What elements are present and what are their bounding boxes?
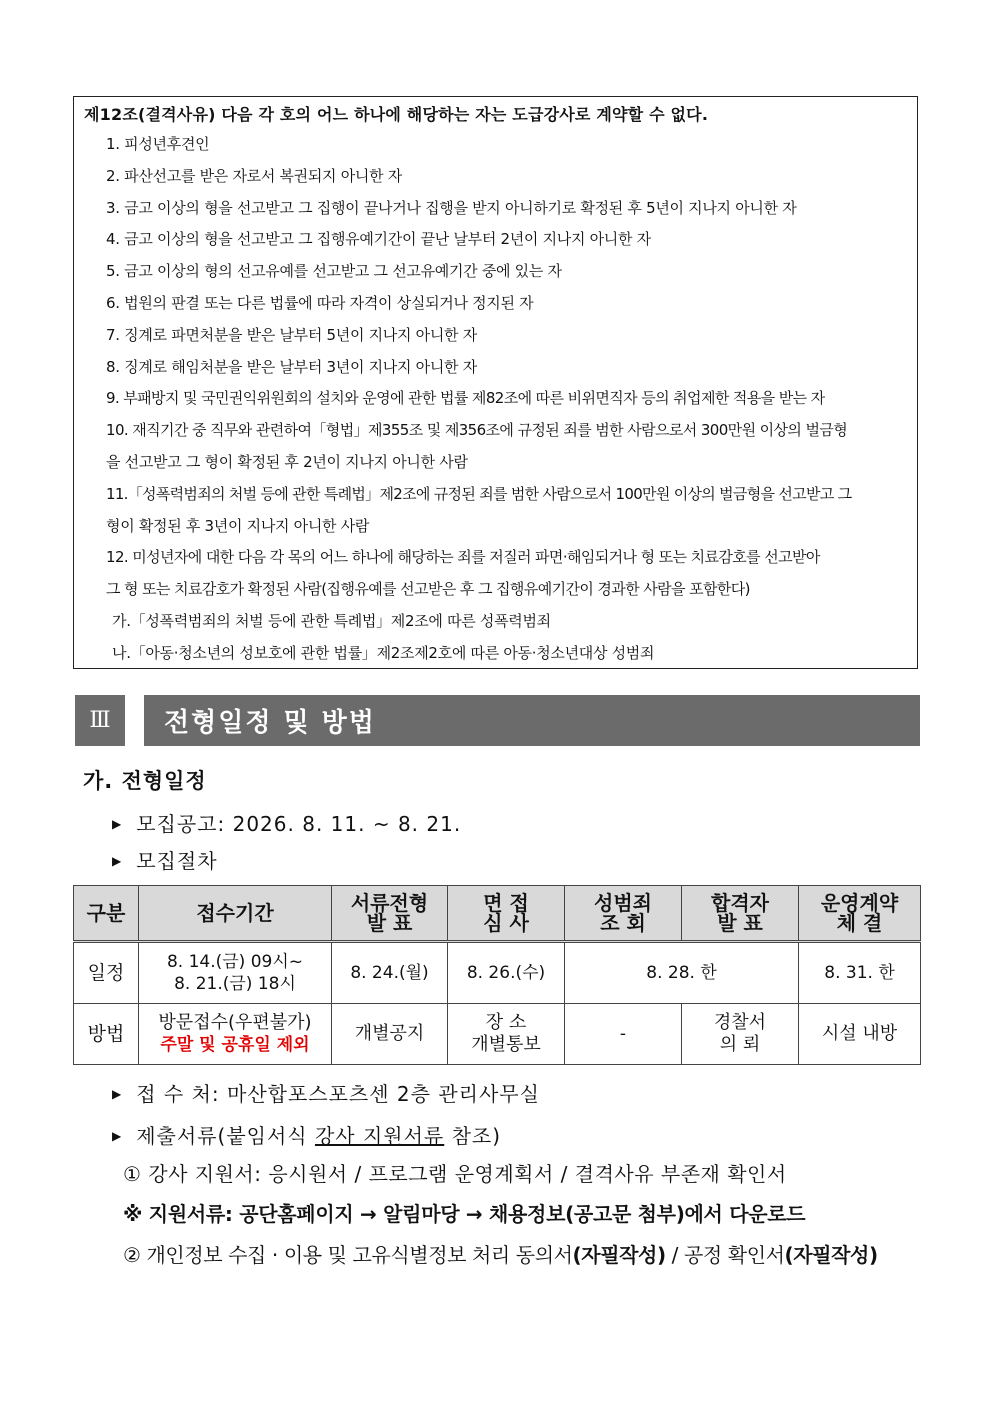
table-cell: 8. 26.(수) (448, 942, 565, 1003)
article-item: 5. 금고 이상의 형의 선고유예를 선고받고 그 선고유예기간 중에 있는 자 (106, 262, 562, 281)
section-number: Ⅲ (75, 695, 125, 746)
article-box (73, 96, 918, 669)
header-cell: 합격자 발 표 (682, 886, 799, 942)
schedule-table (73, 885, 921, 1065)
article-item-12na: 나.「아동·청소년의 성보호에 관한 법률」제2조제2호에 따른 아동·청소년대상 성범죄 (112, 643, 655, 662)
article-item-12b: 그 형 또는 치료감호가 확정된 사람(집행유예를 선고받은 후 그 집행유예기간이 경과한 사람을 포함한다) (106, 580, 750, 599)
docs-note: ※ 지원서류: 공단홈페이지 → 알림마당 → 채용정보(공고문 첨부)에서 다운로드 (123, 1202, 806, 1226)
header-cell: 면 접 심 사 (448, 886, 565, 942)
table-cell: 8. 28. 한 (565, 942, 799, 1003)
bullet-submission-docs: ▶ 제출서류(붙임서식 강사 지원서류 참조) (112, 1124, 502, 1148)
table-cell: - (565, 1003, 682, 1064)
article-item: 9. 부패방지 및 국민권익위원회의 설치와 운영에 관한 법률 제82조에 따른 비위면직자 등의 취업제한 적용을 받는 자 (106, 389, 825, 408)
triangle-bullet-icon: ▶ (112, 854, 123, 868)
table-cell: 8. 31. 한 (799, 942, 921, 1003)
bullet-recruit-notice: ▶ 모집공고: 2026. 8. 11. ~ 8. 21. (112, 812, 462, 836)
header-cell: 서류전형 발 표 (332, 886, 448, 942)
triangle-bullet-icon: ▶ (112, 1129, 123, 1143)
header-cell: 운영계약 체 결 (799, 886, 921, 942)
bullet-reception-place: ▶ 접 수 처: 마산합포스포츠센 2층 관리사무실 (112, 1082, 540, 1106)
article-item-10a: 10. 재직기간 중 직무와 관련하여「형법」제355조 및 제356조에 규정된 죄를 범한 사람으로서 300만원 이상의 벌금형 (106, 421, 848, 440)
article-item: 1. 피성년후견인 (106, 135, 210, 153)
article-item: 3. 금고 이상의 형을 선고받고 그 집행이 끝나거나 집행을 받지 아니하기로 확정된 후 5년이 지나지 아니한 자 (106, 198, 797, 217)
article-item-12a: 12. 미성년자에 대한 다음 각 목의 어느 하나에 해당하는 죄를 저질러 파면·해임되거나 형 또는 치료감호를 선고받아 (106, 548, 820, 567)
table-row (74, 942, 921, 1003)
article-item-12ga: 가.「성폭력범죄의 처벌 등에 관한 특례법」제2조에 따른 성폭력범죄 (112, 611, 551, 630)
docs-item-1: ① 강사 지원서: 응시원서 / 프로그램 운영계획서 / 결격사유 부존재 확인서 (123, 1162, 787, 1186)
table-row (74, 1003, 921, 1064)
table-cell: 8. 24.(월) (332, 942, 448, 1003)
article-item: 6. 법원의 판결 또는 다른 법률에 따라 자격이 상실되거나 정지된 자 (106, 293, 534, 312)
row-label: 방법 (74, 1003, 139, 1064)
subheading: 가. 전형일정 (83, 769, 207, 793)
table-cell: 시설 내방 (799, 1003, 921, 1064)
docs-item-2: ② 개인정보 수집 · 이용 및 고유식별정보 처리 동의서(자필작성) / 공정 확인서(자필작성) (123, 1243, 878, 1267)
article-item: 8. 징계로 해임처분을 받은 날부터 3년이 지나지 아니한 자 (106, 357, 477, 376)
docs-reference: 강사 지원서류 (314, 1124, 445, 1148)
triangle-bullet-icon: ▶ (112, 817, 123, 831)
article-item: 4. 금고 이상의 형을 선고받고 그 집행유예기간이 끝난 날부터 2년이 지나지 아니한 자 (106, 230, 651, 249)
triangle-bullet-icon: ▶ (112, 1087, 123, 1101)
table-cell: 장 소 개별통보 (448, 1003, 565, 1064)
row-label: 일정 (74, 942, 139, 1003)
article-item: 7. 징계로 파면처분을 받은 날부터 5년이 지나지 아니한 자 (106, 325, 477, 344)
header-cell: 접수기간 (139, 886, 332, 942)
table-header-row (74, 886, 921, 942)
table-cell: 개별공지 (332, 1003, 448, 1064)
table-cell: 경찰서 의 뢰 (682, 1003, 799, 1064)
article-item-11a: 11.「성폭력범죄의 처벌 등에 관한 특례법」제2조에 규정된 죄를 범한 사람으로서 100만원 이상의 벌금형을 선고받고 그 (106, 484, 852, 503)
article-item: 2. 파산선고를 받은 자로서 복권되지 아니한 자 (106, 166, 402, 185)
header-cell: 구분 (74, 886, 139, 942)
section-title: 전형일정 및 방법 (144, 695, 920, 746)
article-item-11b: 형이 확정된 후 3년이 지나지 아니한 사람 (106, 516, 370, 535)
bullet-recruit-procedure: ▶ 모집절차 (112, 849, 218, 873)
article-item-10b: 을 선고받고 그 형이 확정된 후 2년이 지나지 아니한 사람 (106, 452, 468, 471)
header-cell: 성범죄 조 회 (565, 886, 682, 942)
table-cell: 방문접수(우편불가) 주말 및 공휴일 제외 (139, 1003, 332, 1064)
article-title: 제12조(결격사유) 다음 각 호의 어느 하나에 해당하는 자는 도급강사로 계약할 수 없다. (84, 105, 709, 124)
table-cell: 8. 14.(금) 09시~ 8. 21.(금) 18시 (139, 942, 332, 1003)
